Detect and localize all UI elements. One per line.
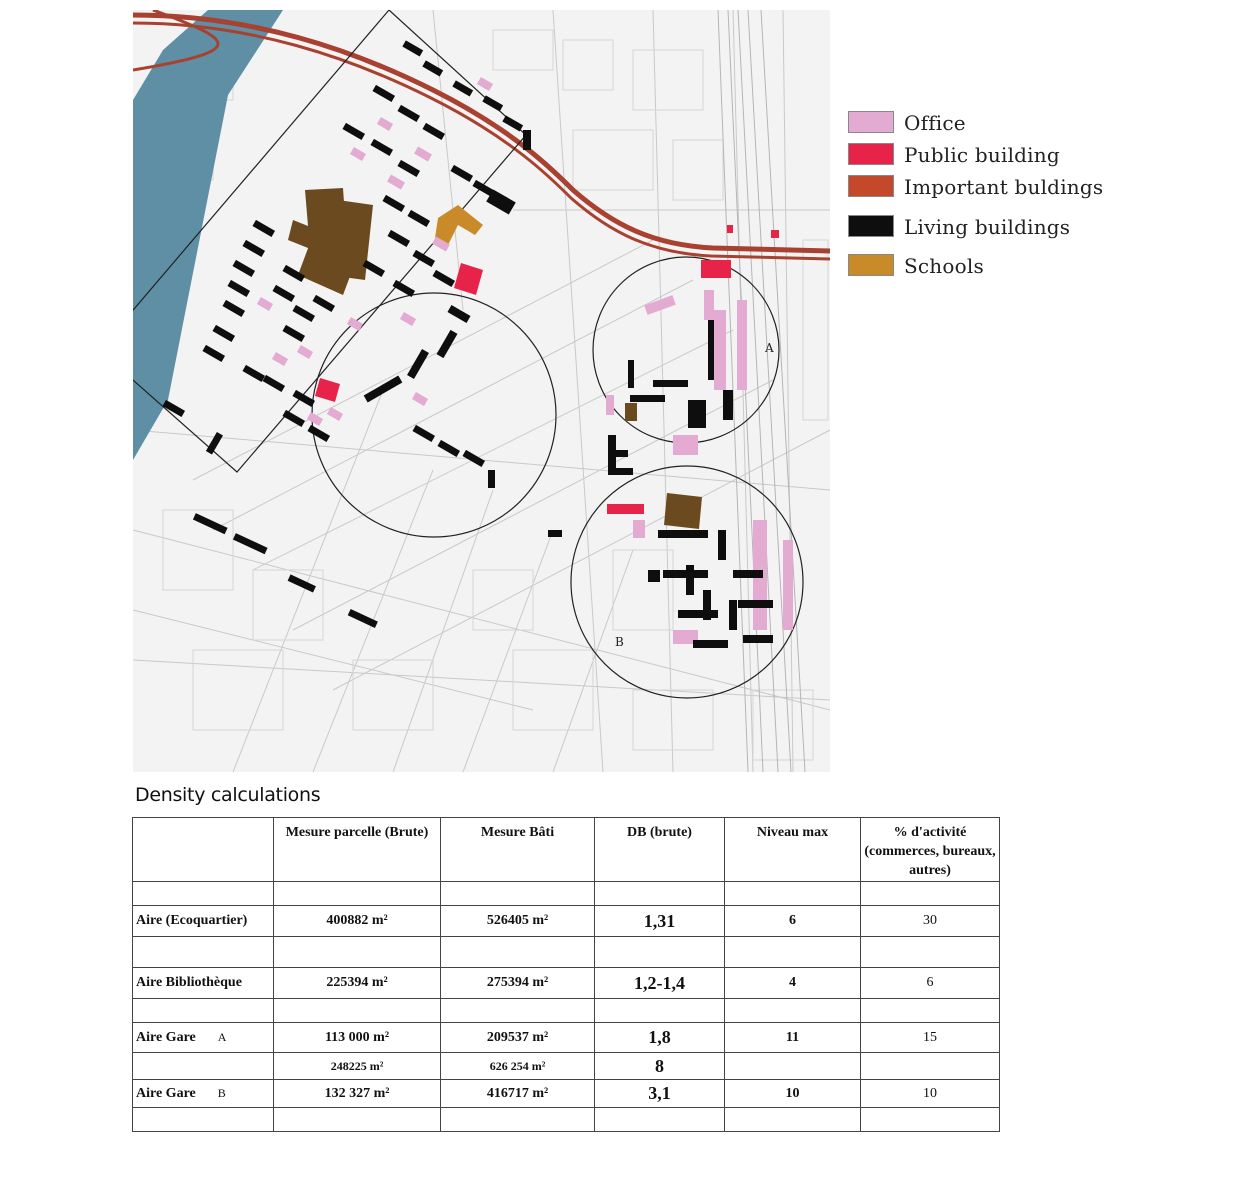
- spacer-row: [133, 882, 1000, 906]
- cell-parcelle: 132 327 m²: [274, 1080, 441, 1108]
- cell-db: 8: [595, 1053, 725, 1080]
- map-canvas: [133, 10, 830, 772]
- cell-bati: 416717 m²: [441, 1080, 595, 1108]
- legend-label: Living buildings: [904, 215, 1071, 239]
- row-label: Aire Bibliothèque: [133, 968, 274, 999]
- legend-label: Office: [904, 111, 966, 135]
- legend-item-living: [848, 212, 1188, 239]
- row-label-sub: B: [217, 1085, 226, 1100]
- table-row: [133, 1080, 1000, 1108]
- legend-swatch-public: [848, 143, 894, 165]
- column-header: Niveau max: [725, 818, 861, 882]
- cell-bati: 626 254 m²: [441, 1053, 595, 1080]
- cell-bati: 275394 m²: [441, 968, 595, 999]
- density-title: Density calculations: [135, 784, 321, 806]
- legend-item-schools: [848, 251, 1188, 278]
- row-label: [133, 1053, 274, 1080]
- legend-item-public: [848, 140, 1188, 167]
- cell-niveau: 6: [725, 906, 861, 937]
- cell-activite: 10: [861, 1080, 1000, 1108]
- legend-item-important: [848, 172, 1188, 199]
- legend-item-office: [848, 108, 1188, 135]
- cell-activite: [861, 1053, 1000, 1080]
- legend-swatch-living: [848, 215, 894, 237]
- cell-niveau: 10: [725, 1080, 861, 1108]
- cell-niveau: [725, 1053, 861, 1080]
- column-header: Mesure parcelle (Brute): [274, 818, 441, 882]
- cell-parcelle: 400882 m²: [274, 906, 441, 937]
- legend-swatch-office: [848, 111, 894, 133]
- row-label: Aire (Ecoquartier): [133, 906, 274, 937]
- spacer-row: [133, 999, 1000, 1023]
- cell-niveau: 4: [725, 968, 861, 999]
- cell-activite: 6: [861, 968, 1000, 999]
- cell-parcelle: 113 000 m²: [274, 1023, 441, 1053]
- density-table: [132, 817, 1000, 1132]
- cell-parcelle: 248225 m²: [274, 1053, 441, 1080]
- cell-db: 3,1: [595, 1080, 725, 1108]
- row-label: [133, 1023, 274, 1053]
- cell-parcelle: 225394 m²: [274, 968, 441, 999]
- table-row: [133, 968, 1000, 999]
- cell-db: 1,31: [595, 906, 725, 937]
- cell-activite: 15: [861, 1023, 1000, 1053]
- row-label-sub: A: [217, 1029, 227, 1044]
- row-label-text: Aire Gare: [136, 1085, 196, 1101]
- cell-bati: 209537 m²: [441, 1023, 595, 1053]
- spacer-row: [133, 1108, 1000, 1132]
- row-label-text: Aire Gare: [136, 1029, 196, 1045]
- column-header: [133, 818, 274, 882]
- map-label-b: B: [615, 635, 624, 649]
- legend-label: Important buldings: [904, 175, 1104, 199]
- legend-label: Schools: [904, 254, 984, 278]
- map-label-a: A: [765, 341, 774, 355]
- urban-map: [133, 10, 830, 772]
- spacer-row: [133, 937, 1000, 968]
- legend-swatch-important: [848, 175, 894, 197]
- cell-activite: 30: [861, 906, 1000, 937]
- column-header: Mesure Bâti: [441, 818, 595, 882]
- table-row: [133, 1023, 1000, 1053]
- table-header-row: [133, 818, 1000, 882]
- cell-db: 1,2-1,4: [595, 968, 725, 999]
- cell-niveau: 11: [725, 1023, 861, 1053]
- column-header: % d'activité (commerces, bureaux, autres): [861, 818, 1000, 882]
- table-row: [133, 1053, 1000, 1080]
- column-header: DB (brute): [595, 818, 725, 882]
- cell-bati: 526405 m²: [441, 906, 595, 937]
- row-label: [133, 1080, 274, 1108]
- legend-swatch-schools: [848, 254, 894, 276]
- table-row: [133, 906, 1000, 937]
- legend-label: Public building: [904, 143, 1060, 167]
- cell-db: 1,8: [595, 1023, 725, 1053]
